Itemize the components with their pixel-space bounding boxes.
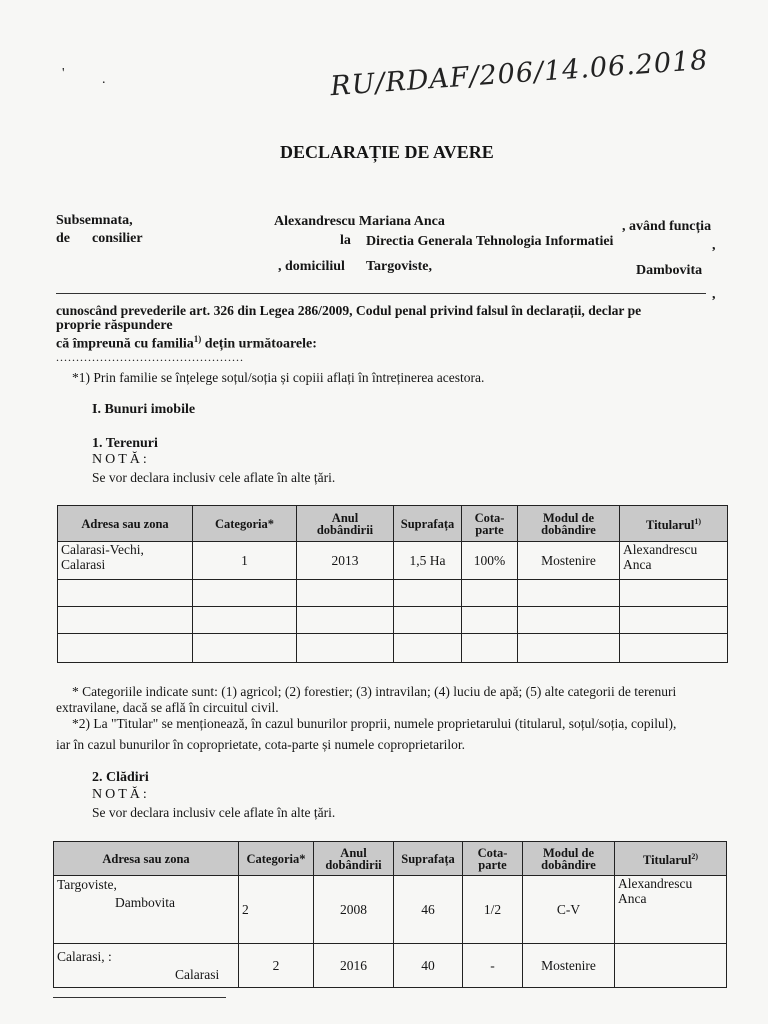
col-cota-l2: parte — [475, 522, 504, 537]
col-suprafata: Suprafața — [394, 506, 462, 542]
cell-adresa-l2: Calarasi — [61, 557, 106, 572]
cell-adresa — [54, 876, 239, 944]
dotted-line: ............................................... — [56, 350, 244, 364]
titular-note-line-1: *2) La "Titular" se menționează, în cazul bunurilor proprii, numele proprietarului (titularul, soțul/soția, copilul), — [72, 716, 677, 731]
footnote-ref: 1) — [193, 334, 202, 344]
footnote-separator — [53, 997, 226, 998]
col-cota — [462, 506, 518, 542]
cladiri-table — [53, 841, 727, 988]
cell-adresa-l2: Dambovita — [115, 895, 175, 910]
oras-value: Targoviste, — [366, 259, 432, 274]
col-titular-label: Titularul — [642, 853, 692, 868]
la-label: la — [340, 233, 351, 248]
table-header-row — [58, 506, 728, 542]
statement-line-1: cunoscând prevederile art. 326 din Legea 286/2009, Codul penal privind falsul în declarații, declar pe — [56, 303, 642, 318]
col-anul-l2: dobândirii — [325, 857, 382, 872]
table-header-row — [54, 842, 727, 876]
cell-anul: 2016 — [314, 944, 394, 988]
cell-anul: 2013 — [297, 542, 394, 580]
cell-titular — [615, 944, 727, 988]
subsemnata-label: Subsemnata, — [56, 213, 133, 228]
functie-value: consilier — [92, 231, 143, 246]
cell-cota: - — [463, 944, 523, 988]
institutie-value: Directia Generala Tehnologia Informatiei — [366, 234, 614, 249]
table-row-empty — [58, 634, 728, 663]
col-modul-l2: dobândire — [541, 522, 596, 537]
cladiri-nota: NOTĂ: — [92, 787, 150, 802]
col-cota-l2: parte — [478, 857, 507, 872]
col-titular-label: Titularul — [645, 518, 695, 533]
cell-cota: 100% — [462, 542, 518, 580]
cell-modul: Mostenire — [518, 542, 620, 580]
statement-line-3-text: că împreună cu familia — [56, 336, 194, 352]
col-modul — [518, 506, 620, 542]
col-adresa: Adresa sau zona — [58, 506, 193, 542]
col-anul — [314, 842, 394, 876]
col-cota — [463, 842, 523, 876]
cell-adresa — [54, 944, 239, 988]
col-modul-l1: Modul de — [542, 845, 595, 860]
terenuri-nota-text: Se vor declara inclusiv cele aflate în alte țări. — [92, 470, 336, 485]
cladiri-heading: 2. Clădiri — [92, 770, 149, 785]
cell-adresa-l1: Calarasi-Vechi, — [61, 542, 144, 557]
categorii-note-line-2: extravilane, dacă se află în circuitul civil. — [56, 700, 279, 715]
terenuri-nota: NOTĂ: — [92, 452, 150, 467]
cell-modul: Mostenire — [523, 944, 615, 988]
col-titular-sup: 2) — [691, 851, 699, 861]
col-modul — [523, 842, 615, 876]
cell-titular — [620, 542, 728, 580]
categorii-note-line-1: * Categoriile indicate sunt: (1) agricol; (2) forestier; (3) intravilan; (4) luciu de apă; (5) alte categorii de terenuri — [72, 684, 677, 699]
comma-separator: , — [712, 238, 716, 253]
cell-categoria: 2 — [239, 944, 314, 988]
scan-mark: ' — [62, 66, 65, 81]
avand-functia-label: , având funcția — [622, 219, 712, 234]
col-suprafata: Suprafața — [394, 842, 463, 876]
cell-suprafata: 46 — [394, 876, 463, 944]
cell-titular — [615, 876, 727, 944]
col-adresa: Adresa sau zona — [54, 842, 239, 876]
terenuri-table — [57, 505, 728, 663]
cell-suprafata: 40 — [394, 944, 463, 988]
declarant-name: Alexandrescu Mariana Anca — [274, 214, 445, 229]
col-categoria: Categoria* — [193, 506, 297, 542]
cell-categoria: 1 — [193, 542, 297, 580]
terenuri-heading: 1. Terenuri — [92, 436, 158, 451]
cell-adresa-l1: Calarasi, : — [57, 949, 112, 964]
table-row-empty — [58, 607, 728, 634]
fill-line — [56, 293, 706, 294]
titular-note-line-2: iar în cazul bunurilor în coproprietate, cota-parte și numele coproprietarilor. — [56, 737, 465, 752]
cell-modul: C-V — [523, 876, 615, 944]
cell-anul: 2008 — [314, 876, 394, 944]
col-cota-l1: Cota- — [474, 510, 505, 525]
cell-categoria: 2 — [239, 876, 314, 944]
handwritten-registration-number: RU/RDAF/206/14.06.2018 — [329, 44, 710, 103]
col-modul-l1: Modul de — [542, 510, 595, 525]
table-row-empty — [58, 580, 728, 607]
cell-titular-l1: Alexandrescu — [623, 542, 698, 557]
statement-line-3-end: dețin următoarele: — [201, 336, 317, 352]
table-row — [54, 944, 727, 988]
domiciliul-label: , domiciliul — [278, 259, 345, 274]
col-anul-l2: dobândirii — [316, 522, 374, 537]
cell-titular-l2: Anca — [623, 557, 652, 572]
cell-cota: 1/2 — [463, 876, 523, 944]
section-heading-imobile: I. Bunuri imobile — [92, 402, 196, 417]
scan-mark: . — [102, 72, 106, 87]
col-cota-l1: Cota- — [477, 845, 508, 860]
cell-adresa-l1: Targoviste, — [57, 877, 117, 892]
judet-value: Dambovita — [636, 263, 703, 278]
col-modul-l2: dobândire — [541, 857, 596, 872]
cell-titular-l1: Alexandrescu — [618, 876, 693, 891]
col-anul-l1: Anul — [331, 510, 359, 525]
de-label: de — [56, 231, 70, 246]
table-row — [54, 876, 727, 944]
col-titular — [615, 842, 727, 876]
table-row — [58, 542, 728, 580]
col-anul — [297, 506, 394, 542]
cell-adresa — [58, 542, 193, 580]
cladiri-nota-text: Se vor declara inclusiv cele aflate în alte țări. — [92, 805, 336, 820]
col-anul-l1: Anul — [340, 845, 367, 860]
comma-separator: , — [712, 287, 716, 302]
col-titular-sup: 1) — [694, 516, 702, 526]
document-title: DECLARAȚIE DE AVERE — [280, 142, 494, 162]
footnote-family: *1) Prin familie se înțelege soțul/soția și copiii aflați în întreținerea acestora. — [72, 370, 485, 385]
cell-suprafata: 1,5 Ha — [394, 542, 462, 580]
col-categoria: Categoria* — [239, 842, 314, 876]
cell-adresa-l2: Calarasi — [175, 967, 220, 982]
cell-titular-l2: Anca — [618, 891, 647, 906]
statement-line-2: proprie răspundere — [56, 318, 173, 333]
col-titular — [620, 506, 728, 542]
